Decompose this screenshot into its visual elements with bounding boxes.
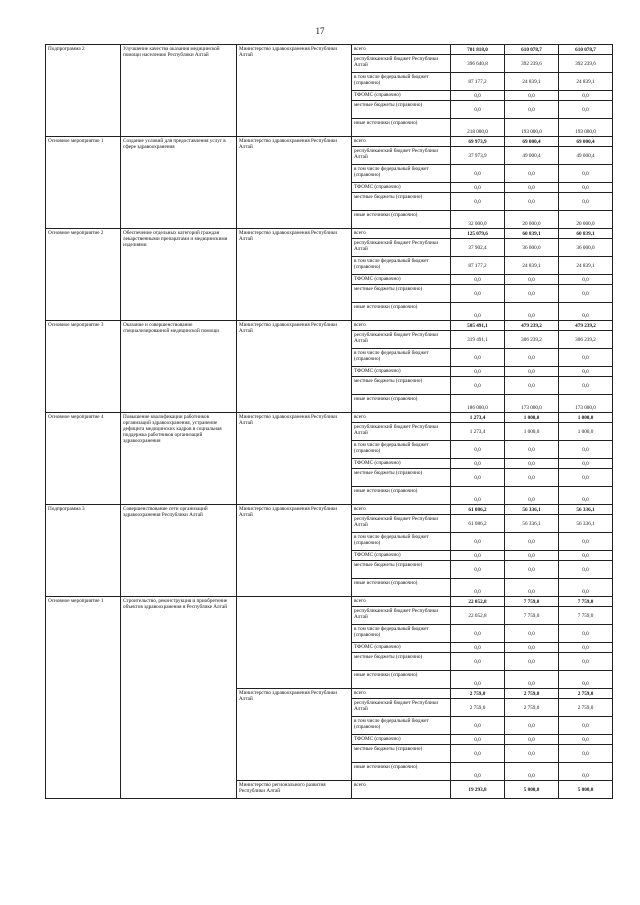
value-cell: 1 000,0 (559, 413, 613, 423)
value-cell: 0,0 (505, 653, 559, 671)
value-cell: 0,0 (451, 459, 505, 469)
value-cell: 2 759,0 (451, 699, 505, 717)
value-cell: 0,0 (451, 745, 505, 763)
value-cell: 19 293,8 (451, 781, 505, 799)
value-cell: 0,0 (559, 551, 613, 561)
value-cell: 0,0 (451, 193, 505, 211)
name-cell: Строительство, реконструкция и приобретение объектов здравоохранения в Республике Алтай (121, 597, 237, 799)
value-cell: 0,0 (451, 101, 505, 119)
value-cell: 1 273,4 (451, 413, 505, 423)
value-cell: 0,0 (505, 275, 559, 285)
value-cell: 0,0 (451, 91, 505, 101)
value-cell: 24 839,1 (559, 73, 613, 91)
source-cell: в том числе федеральный бюджет (справочно) (352, 625, 451, 643)
executor-cell: Министерство здравоохранения Республики Алтай (237, 45, 352, 137)
table-row-total (46, 413, 613, 423)
source-cell: республиканский бюджет Республики Алтай (352, 331, 451, 349)
name-cell: Создание условий для предоставления услуг в сфере здравоохранения (121, 137, 237, 229)
value-cell: 87 177,2 (451, 257, 505, 275)
value-cell: 0,0 (451, 561, 505, 579)
executor-cell: Министерство здравоохранения Республики Алтай (237, 137, 352, 229)
value-cell: 56 336,1 (559, 505, 613, 515)
value-cell: 218 000,0 (451, 119, 505, 137)
source-cell: республиканский бюджет Республики Алтай (352, 423, 451, 441)
source-cell: ТФОМС (справочно) (352, 183, 451, 193)
value-cell: 0,0 (559, 349, 613, 367)
executor-cell: Министерство здравоохранения Республики Алтай (237, 689, 352, 781)
value-cell: 0,0 (451, 579, 505, 597)
value-cell: 0,0 (559, 579, 613, 597)
value-cell: 0,0 (505, 671, 559, 689)
value-cell: 0,0 (559, 285, 613, 303)
value-cell: 0,0 (505, 625, 559, 643)
value-cell: 0,0 (505, 487, 559, 505)
name-cell: Совершенствование сети организаций здравоохранения Республики Алтай (121, 505, 237, 597)
source-cell: в том числе федеральный бюджет (справочно) (352, 533, 451, 551)
source-cell: ТФОМС (справочно) (352, 367, 451, 377)
value-cell: 0,0 (505, 459, 559, 469)
value-cell: 0,0 (559, 763, 613, 781)
value-cell: 0,0 (451, 285, 505, 303)
source-cell: иные источники (справочно) (352, 303, 451, 321)
value-cell: 479 239,2 (559, 321, 613, 331)
source-cell: ТФОМС (справочно) (352, 551, 451, 561)
value-cell: 505 491,1 (451, 321, 505, 331)
value-cell: 0,0 (559, 717, 613, 735)
source-cell: иные источники (справочно) (352, 671, 451, 689)
value-cell: 5 000,0 (505, 781, 559, 799)
value-cell: 0,0 (451, 469, 505, 487)
value-cell: 0,0 (505, 303, 559, 321)
budget-table (45, 44, 613, 799)
value-cell: 0,0 (451, 275, 505, 285)
value-cell: 0,0 (451, 183, 505, 193)
value-cell: 0,0 (559, 643, 613, 653)
value-cell: 0,0 (505, 101, 559, 119)
value-cell: 32 000,0 (451, 211, 505, 229)
item-cell: Основное мероприятие 4 (46, 413, 121, 505)
value-cell: 396 640,8 (451, 55, 505, 73)
source-cell: иные источники (справочно) (352, 395, 451, 413)
value-cell: 0,0 (451, 165, 505, 183)
value-cell: 2 759,0 (559, 699, 613, 717)
table-row-total (46, 45, 613, 55)
source-cell: местные бюджеты (справочно) (352, 285, 451, 303)
value-cell: 186 000,0 (451, 395, 505, 413)
value-cell: 0,0 (505, 745, 559, 763)
executor-cell (237, 597, 352, 689)
value-cell: 0,0 (505, 193, 559, 211)
source-cell: ТФОМС (справочно) (352, 643, 451, 653)
name-cell: Улучшение качества оказания медицинской помощи населению Республики Алтай (121, 45, 237, 137)
value-cell: 0,0 (559, 377, 613, 395)
value-cell: 479 239,2 (505, 321, 559, 331)
page-number: 17 (315, 26, 325, 36)
value-cell: 0,0 (451, 763, 505, 781)
value-cell: 0,0 (451, 377, 505, 395)
source-cell: в том числе федеральный бюджет (справочно) (352, 165, 451, 183)
value-cell: 0,0 (559, 653, 613, 671)
source-cell: в том числе федеральный бюджет (справочно) (352, 257, 451, 275)
value-cell: 0,0 (505, 579, 559, 597)
value-cell: 2 759,0 (505, 689, 559, 699)
source-cell: в том числе федеральный бюджет (справочно) (352, 349, 451, 367)
source-cell: всего (352, 597, 451, 607)
value-cell: 0,0 (505, 469, 559, 487)
executor-cell: Министерство здравоохранения Республики Алтай (237, 505, 352, 597)
value-cell: 125 079,6 (451, 229, 505, 239)
source-cell: местные бюджеты (справочно) (352, 193, 451, 211)
value-cell: 0,0 (505, 165, 559, 183)
executor-cell: Министерство регионального развития Республики Алтай (237, 781, 352, 799)
name-cell: Оказание и совершенствование специализированной медицинской помощи (121, 321, 237, 413)
executor-cell: Министерство здравоохранения Республики Алтай (237, 321, 352, 413)
value-cell: 0,0 (451, 551, 505, 561)
source-cell: ТФОМС (справочно) (352, 275, 451, 285)
value-cell: 0,0 (451, 367, 505, 377)
source-cell: местные бюджеты (справочно) (352, 469, 451, 487)
value-cell: 306 239,2 (559, 331, 613, 349)
source-cell: всего (352, 321, 451, 331)
value-cell: 49 000,4 (505, 147, 559, 165)
source-cell: ТФОМС (справочно) (352, 735, 451, 745)
value-cell: 0,0 (451, 735, 505, 745)
table-row-total (46, 505, 613, 515)
value-cell: 0,0 (505, 551, 559, 561)
value-cell: 0,0 (505, 91, 559, 101)
value-cell: 0,0 (559, 469, 613, 487)
value-cell: 22 052,8 (451, 607, 505, 625)
value-cell: 0,0 (451, 533, 505, 551)
value-cell: 0,0 (559, 303, 613, 321)
table-row-total (46, 229, 613, 239)
value-cell: 0,0 (559, 183, 613, 193)
value-cell: 0,0 (505, 717, 559, 735)
value-cell: 0,0 (451, 625, 505, 643)
executor-cell: Министерство здравоохранения Республики Алтай (237, 229, 352, 321)
value-cell: 0,0 (559, 533, 613, 551)
item-cell: Подпрограмма 3 (46, 505, 121, 597)
source-cell: местные бюджеты (справочно) (352, 653, 451, 671)
value-cell: 37 902,4 (451, 239, 505, 257)
item-cell: Основное мероприятие 1 (46, 597, 121, 799)
value-cell: 7 759,0 (559, 597, 613, 607)
value-cell: 173 000,0 (505, 395, 559, 413)
source-cell: республиканский бюджет Республики Алтай (352, 699, 451, 717)
source-cell: местные бюджеты (справочно) (352, 377, 451, 395)
value-cell: 36 000,0 (505, 239, 559, 257)
table-row-total (46, 321, 613, 331)
value-cell: 193 000,0 (559, 119, 613, 137)
item-cell: Основное мероприятие 2 (46, 229, 121, 321)
value-cell: 0,0 (505, 349, 559, 367)
value-cell: 20 000,0 (505, 211, 559, 229)
value-cell: 0,0 (559, 165, 613, 183)
source-cell: ТФОМС (справочно) (352, 91, 451, 101)
value-cell: 1 000,0 (505, 413, 559, 423)
value-cell: 0,0 (451, 349, 505, 367)
source-cell: иные источники (справочно) (352, 763, 451, 781)
name-cell: Повышение квалификации работников организаций здравоохранения, устранение дефицита медицинских кадров в социальная поддержка работников организаций здравоохранения (121, 413, 237, 505)
value-cell: 0,0 (505, 183, 559, 193)
source-cell: республиканский бюджет Республики Алтай (352, 515, 451, 533)
source-cell: в том числе федеральный бюджет (справочно) (352, 73, 451, 91)
budget-table-body (46, 45, 613, 799)
source-cell: иные источники (справочно) (352, 579, 451, 597)
value-cell: 0,0 (505, 735, 559, 745)
value-cell: 56 336,1 (505, 505, 559, 515)
source-cell: местные бюджеты (справочно) (352, 745, 451, 763)
source-cell: республиканский бюджет Республики Алтай (352, 607, 451, 625)
value-cell: 0,0 (505, 441, 559, 459)
value-cell: 24 839,1 (505, 73, 559, 91)
item-cell: Основное мероприятие 3 (46, 321, 121, 413)
value-cell: 2 759,0 (505, 699, 559, 717)
value-cell: 0,0 (559, 625, 613, 643)
value-cell: 0,0 (559, 745, 613, 763)
source-cell: в том числе федеральный бюджет (справочно) (352, 441, 451, 459)
source-cell: всего (352, 229, 451, 239)
value-cell: 0,0 (559, 275, 613, 285)
executor-cell: Министерство здравоохранения Республики Алтай (237, 413, 352, 505)
value-cell: 22 052,8 (451, 597, 505, 607)
value-cell: 0,0 (559, 561, 613, 579)
value-cell: 0,0 (505, 763, 559, 781)
value-cell: 319 491,1 (451, 331, 505, 349)
value-cell: 0,0 (505, 643, 559, 653)
source-cell: всего (352, 689, 451, 699)
value-cell: 37 973,9 (451, 147, 505, 165)
source-cell: всего (352, 45, 451, 55)
source-cell: всего (352, 413, 451, 423)
value-cell: 0,0 (451, 643, 505, 653)
source-cell: всего (352, 781, 451, 799)
item-cell: Основное мероприятие 1 (46, 137, 121, 229)
value-cell: 7 759,0 (505, 607, 559, 625)
value-cell: 0,0 (559, 367, 613, 377)
value-cell: 0,0 (559, 441, 613, 459)
value-cell: 306 239,2 (505, 331, 559, 349)
value-cell: 5 000,0 (559, 781, 613, 799)
value-cell: 392 239,6 (505, 55, 559, 73)
value-cell: 87 177,2 (451, 73, 505, 91)
item-cell: Подпрограмма 2 (46, 45, 121, 137)
value-cell: 1 000,0 (559, 423, 613, 441)
value-cell: 69 000,4 (505, 137, 559, 147)
source-cell: иные источники (справочно) (352, 119, 451, 137)
value-cell: 0,0 (505, 561, 559, 579)
value-cell: 2 759,0 (451, 689, 505, 699)
value-cell: 610 078,7 (559, 45, 613, 55)
value-cell: 0,0 (451, 717, 505, 735)
value-cell: 24 839,1 (505, 257, 559, 275)
value-cell: 0,0 (451, 303, 505, 321)
value-cell: 1 000,0 (505, 423, 559, 441)
value-cell: 7 759,0 (505, 597, 559, 607)
value-cell: 56 336,1 (505, 515, 559, 533)
value-cell: 0,0 (559, 193, 613, 211)
source-cell: ТФОМС (справочно) (352, 459, 451, 469)
value-cell: 0,0 (451, 487, 505, 505)
table-row-total (46, 597, 613, 607)
value-cell: 0,0 (505, 285, 559, 303)
source-cell: республиканский бюджет Республики Алтай (352, 239, 451, 257)
source-cell: местные бюджеты (справочно) (352, 101, 451, 119)
value-cell: 0,0 (505, 377, 559, 395)
value-cell: 49 000,4 (559, 147, 613, 165)
value-cell: 610 078,7 (505, 45, 559, 55)
value-cell: 0,0 (451, 653, 505, 671)
value-cell: 0,0 (559, 101, 613, 119)
value-cell: 0,0 (559, 91, 613, 101)
value-cell: 0,0 (505, 533, 559, 551)
source-cell: в том числе федеральный бюджет (справочно) (352, 717, 451, 735)
source-cell: республиканский бюджет Республики Алтай (352, 55, 451, 73)
value-cell: 0,0 (559, 459, 613, 469)
value-cell: 36 000,0 (559, 239, 613, 257)
value-cell: 24 839,1 (559, 257, 613, 275)
value-cell: 69 000,4 (559, 137, 613, 147)
value-cell: 193 000,0 (505, 119, 559, 137)
source-cell: всего (352, 137, 451, 147)
name-cell: Обеспечение отдельных категорий граждан лекарственными препаратами и медицинскими изделиями (121, 229, 237, 321)
source-cell: республиканский бюджет Республики Алтай (352, 147, 451, 165)
value-cell: 60 839,1 (505, 229, 559, 239)
source-cell: иные источники (справочно) (352, 211, 451, 229)
value-cell: 7 759,0 (559, 607, 613, 625)
value-cell: 0,0 (505, 367, 559, 377)
source-cell: иные источники (справочно) (352, 487, 451, 505)
value-cell: 701 818,0 (451, 45, 505, 55)
value-cell: 69 973,9 (451, 137, 505, 147)
value-cell: 60 839,1 (559, 229, 613, 239)
value-cell: 0,0 (559, 735, 613, 745)
table-row-total (46, 137, 613, 147)
value-cell: 61 086,2 (451, 515, 505, 533)
value-cell: 56 336,1 (559, 515, 613, 533)
source-cell: всего (352, 505, 451, 515)
value-cell: 0,0 (559, 671, 613, 689)
source-cell: местные бюджеты (справочно) (352, 561, 451, 579)
value-cell: 2 759,0 (559, 689, 613, 699)
value-cell: 0,0 (451, 441, 505, 459)
value-cell: 20 000,0 (559, 211, 613, 229)
value-cell: 0,0 (451, 671, 505, 689)
value-cell: 1 273,4 (451, 423, 505, 441)
value-cell: 392 239,6 (559, 55, 613, 73)
value-cell: 173 000,0 (559, 395, 613, 413)
value-cell: 0,0 (559, 487, 613, 505)
value-cell: 61 086,2 (451, 505, 505, 515)
